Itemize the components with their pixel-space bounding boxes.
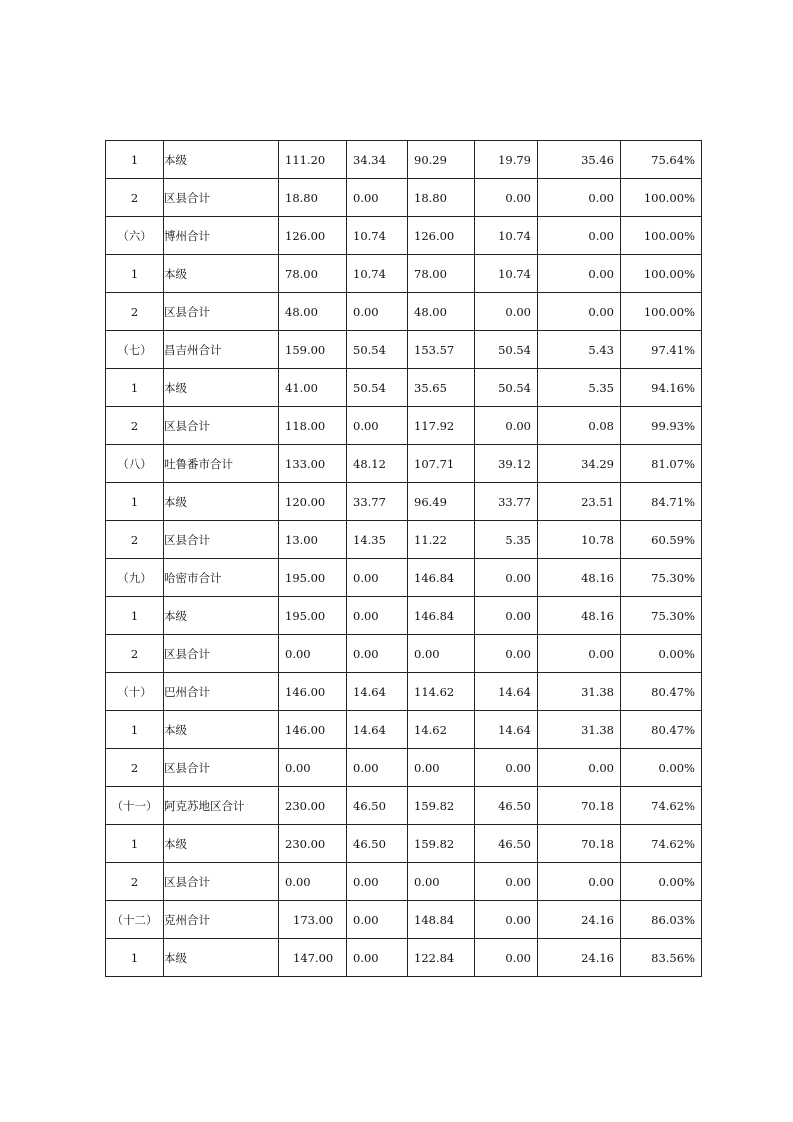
remaining-value-cell: 70.18 — [538, 825, 621, 863]
carryover-spent-cell: 0.00 — [475, 635, 538, 673]
carryover-spent-cell: 0.00 — [475, 293, 538, 331]
remaining-value-cell: 5.43 — [538, 331, 621, 369]
carryover-spent-cell: 19.79 — [475, 141, 538, 179]
spent-value-cell: 126.00 — [408, 217, 475, 255]
table-row — [106, 711, 702, 749]
execution-rate-cell: 83.56% — [621, 939, 702, 977]
execution-rate-cell: 97.41% — [621, 331, 702, 369]
carryover-value-cell: 50.54 — [347, 331, 408, 369]
row-index-cell: （八） — [106, 445, 164, 483]
execution-rate-cell: 94.16% — [621, 369, 702, 407]
item-name-cell: 区县合计 — [164, 293, 279, 331]
remaining-value-cell: 5.35 — [538, 369, 621, 407]
item-name-cell: 本级 — [164, 141, 279, 179]
spent-value-cell: 90.29 — [408, 141, 475, 179]
remaining-value-cell: 23.51 — [538, 483, 621, 521]
table-row — [106, 787, 702, 825]
carryover-spent-cell: 50.54 — [475, 369, 538, 407]
carryover-value-cell: 0.00 — [347, 559, 408, 597]
row-index-cell: 1 — [106, 141, 164, 179]
budget-value-cell: 120.00 — [279, 483, 347, 521]
spent-value-cell: 159.82 — [408, 787, 475, 825]
item-name-cell: 本级 — [164, 597, 279, 635]
budget-value-cell: 195.00 — [279, 559, 347, 597]
execution-rate-cell: 100.00% — [621, 179, 702, 217]
carryover-value-cell: 10.74 — [347, 255, 408, 293]
table-body — [106, 141, 702, 977]
row-index-cell: 2 — [106, 863, 164, 901]
row-index-cell: 1 — [106, 825, 164, 863]
remaining-value-cell: 0.00 — [538, 293, 621, 331]
spent-value-cell: 18.80 — [408, 179, 475, 217]
execution-rate-cell: 99.93% — [621, 407, 702, 445]
item-name-cell: 本级 — [164, 483, 279, 521]
row-index-cell: 2 — [106, 635, 164, 673]
carryover-value-cell: 14.64 — [347, 711, 408, 749]
spent-value-cell: 146.84 — [408, 597, 475, 635]
spent-value-cell: 14.62 — [408, 711, 475, 749]
carryover-value-cell: 0.00 — [347, 863, 408, 901]
item-name-cell: 哈密市合计 — [164, 559, 279, 597]
table-row — [106, 483, 702, 521]
table-row — [106, 445, 702, 483]
budget-value-cell: 146.00 — [279, 673, 347, 711]
carryover-value-cell: 48.12 — [347, 445, 408, 483]
row-index-cell: （十一） — [106, 787, 164, 825]
row-index-cell: 1 — [106, 255, 164, 293]
table-row — [106, 939, 702, 977]
table-row — [106, 407, 702, 445]
row-index-cell: （九） — [106, 559, 164, 597]
carryover-value-cell: 46.50 — [347, 825, 408, 863]
budget-value-cell: 0.00 — [279, 635, 347, 673]
item-name-cell: 本级 — [164, 369, 279, 407]
table-row — [106, 901, 702, 939]
remaining-value-cell: 0.00 — [538, 255, 621, 293]
table-row — [106, 749, 702, 787]
spent-value-cell: 146.84 — [408, 559, 475, 597]
budget-value-cell: 48.00 — [279, 293, 347, 331]
budget-table — [105, 140, 702, 977]
row-index-cell: （十二） — [106, 901, 164, 939]
execution-rate-cell: 74.62% — [621, 825, 702, 863]
remaining-value-cell: 0.00 — [538, 217, 621, 255]
remaining-value-cell: 31.38 — [538, 711, 621, 749]
remaining-value-cell: 35.46 — [538, 141, 621, 179]
item-name-cell: 区县合计 — [164, 863, 279, 901]
carryover-spent-cell: 0.00 — [475, 407, 538, 445]
carryover-value-cell: 0.00 — [347, 939, 408, 977]
row-index-cell: 2 — [106, 179, 164, 217]
row-index-cell: （六） — [106, 217, 164, 255]
execution-rate-cell: 86.03% — [621, 901, 702, 939]
budget-value-cell: 230.00 — [279, 825, 347, 863]
carryover-spent-cell: 33.77 — [475, 483, 538, 521]
budget-value-cell: 146.00 — [279, 711, 347, 749]
remaining-value-cell: 70.18 — [538, 787, 621, 825]
execution-rate-cell: 100.00% — [621, 255, 702, 293]
carryover-value-cell: 14.35 — [347, 521, 408, 559]
remaining-value-cell: 0.00 — [538, 749, 621, 787]
remaining-value-cell: 0.00 — [538, 635, 621, 673]
table-row — [106, 179, 702, 217]
budget-value-cell: 118.00 — [279, 407, 347, 445]
budget-value-cell: 0.00 — [279, 863, 347, 901]
remaining-value-cell: 48.16 — [538, 597, 621, 635]
item-name-cell: 本级 — [164, 255, 279, 293]
item-name-cell: 昌吉州合计 — [164, 331, 279, 369]
spent-value-cell: 78.00 — [408, 255, 475, 293]
budget-value-cell: 41.00 — [279, 369, 347, 407]
carryover-value-cell: 0.00 — [347, 901, 408, 939]
carryover-spent-cell: 46.50 — [475, 787, 538, 825]
carryover-spent-cell: 14.64 — [475, 711, 538, 749]
row-index-cell: 2 — [106, 521, 164, 559]
item-name-cell: 本级 — [164, 939, 279, 977]
spent-value-cell: 0.00 — [408, 635, 475, 673]
spent-value-cell: 153.57 — [408, 331, 475, 369]
table-row — [106, 217, 702, 255]
item-name-cell: 克州合计 — [164, 901, 279, 939]
remaining-value-cell: 0.00 — [538, 179, 621, 217]
carryover-spent-cell: 46.50 — [475, 825, 538, 863]
carryover-spent-cell: 10.74 — [475, 255, 538, 293]
table-row — [106, 293, 702, 331]
table-row — [106, 369, 702, 407]
row-index-cell: 1 — [106, 711, 164, 749]
table-row — [106, 635, 702, 673]
carryover-value-cell: 0.00 — [347, 179, 408, 217]
row-index-cell: 1 — [106, 483, 164, 521]
row-index-cell: （十） — [106, 673, 164, 711]
spent-value-cell: 117.92 — [408, 407, 475, 445]
table-row — [106, 521, 702, 559]
remaining-value-cell: 0.08 — [538, 407, 621, 445]
item-name-cell: 本级 — [164, 711, 279, 749]
remaining-value-cell: 34.29 — [538, 445, 621, 483]
row-index-cell: 2 — [106, 749, 164, 787]
carryover-spent-cell: 39.12 — [475, 445, 538, 483]
carryover-value-cell: 50.54 — [347, 369, 408, 407]
item-name-cell: 区县合计 — [164, 179, 279, 217]
budget-value-cell: 126.00 — [279, 217, 347, 255]
item-name-cell: 吐鲁番市合计 — [164, 445, 279, 483]
carryover-value-cell: 0.00 — [347, 635, 408, 673]
budget-value-cell: 195.00 — [279, 597, 347, 635]
table-row — [106, 673, 702, 711]
budget-value-cell: 0.00 — [279, 749, 347, 787]
carryover-value-cell: 34.34 — [347, 141, 408, 179]
table-row — [106, 141, 702, 179]
carryover-value-cell: 10.74 — [347, 217, 408, 255]
row-index-cell: 2 — [106, 407, 164, 445]
table-row — [106, 559, 702, 597]
spent-value-cell: 0.00 — [408, 863, 475, 901]
remaining-value-cell: 31.38 — [538, 673, 621, 711]
carryover-spent-cell: 0.00 — [475, 597, 538, 635]
execution-rate-cell: 75.30% — [621, 597, 702, 635]
carryover-value-cell: 0.00 — [347, 749, 408, 787]
budget-value-cell: 13.00 — [279, 521, 347, 559]
item-name-cell: 阿克苏地区合计 — [164, 787, 279, 825]
spent-value-cell: 107.71 — [408, 445, 475, 483]
budget-value-cell: 133.00 — [279, 445, 347, 483]
item-name-cell: 区县合计 — [164, 407, 279, 445]
spent-value-cell: 0.00 — [408, 749, 475, 787]
carryover-spent-cell: 14.64 — [475, 673, 538, 711]
carryover-spent-cell: 0.00 — [475, 559, 538, 597]
execution-rate-cell: 0.00% — [621, 749, 702, 787]
table-row — [106, 825, 702, 863]
execution-rate-cell: 75.64% — [621, 141, 702, 179]
spent-value-cell: 96.49 — [408, 483, 475, 521]
spent-value-cell: 35.65 — [408, 369, 475, 407]
execution-rate-cell: 84.71% — [621, 483, 702, 521]
execution-rate-cell: 80.47% — [621, 711, 702, 749]
row-index-cell: 2 — [106, 293, 164, 331]
carryover-spent-cell: 5.35 — [475, 521, 538, 559]
carryover-spent-cell: 0.00 — [475, 863, 538, 901]
item-name-cell: 区县合计 — [164, 635, 279, 673]
item-name-cell: 本级 — [164, 825, 279, 863]
item-name-cell: 区县合计 — [164, 749, 279, 787]
carryover-value-cell: 14.64 — [347, 673, 408, 711]
execution-rate-cell: 100.00% — [621, 217, 702, 255]
budget-value-cell: 159.00 — [279, 331, 347, 369]
row-index-cell: 1 — [106, 597, 164, 635]
carryover-spent-cell: 0.00 — [475, 901, 538, 939]
row-index-cell: 1 — [106, 939, 164, 977]
budget-value-cell: 173.00 — [279, 901, 347, 939]
execution-rate-cell: 0.00% — [621, 635, 702, 673]
spent-value-cell: 159.82 — [408, 825, 475, 863]
carryover-spent-cell: 0.00 — [475, 749, 538, 787]
carryover-value-cell: 0.00 — [347, 597, 408, 635]
carryover-value-cell: 0.00 — [347, 407, 408, 445]
spent-value-cell: 48.00 — [408, 293, 475, 331]
spent-value-cell: 11.22 — [408, 521, 475, 559]
carryover-spent-cell: 50.54 — [475, 331, 538, 369]
spent-value-cell: 148.84 — [408, 901, 475, 939]
item-name-cell: 巴州合计 — [164, 673, 279, 711]
execution-rate-cell: 80.47% — [621, 673, 702, 711]
spent-value-cell: 114.62 — [408, 673, 475, 711]
carryover-spent-cell: 0.00 — [475, 179, 538, 217]
remaining-value-cell: 48.16 — [538, 559, 621, 597]
carryover-spent-cell: 0.00 — [475, 939, 538, 977]
remaining-value-cell: 0.00 — [538, 863, 621, 901]
execution-rate-cell: 81.07% — [621, 445, 702, 483]
carryover-value-cell: 0.00 — [347, 293, 408, 331]
carryover-value-cell: 33.77 — [347, 483, 408, 521]
budget-value-cell: 78.00 — [279, 255, 347, 293]
table-row — [106, 863, 702, 901]
execution-rate-cell: 75.30% — [621, 559, 702, 597]
row-index-cell: 1 — [106, 369, 164, 407]
spent-value-cell: 122.84 — [408, 939, 475, 977]
remaining-value-cell: 10.78 — [538, 521, 621, 559]
table-row — [106, 597, 702, 635]
budget-value-cell: 147.00 — [279, 939, 347, 977]
execution-rate-cell: 100.00% — [621, 293, 702, 331]
carryover-value-cell: 46.50 — [347, 787, 408, 825]
budget-value-cell: 111.20 — [279, 141, 347, 179]
budget-value-cell: 18.80 — [279, 179, 347, 217]
table-row — [106, 255, 702, 293]
carryover-spent-cell: 10.74 — [475, 217, 538, 255]
execution-rate-cell: 60.59% — [621, 521, 702, 559]
execution-rate-cell: 0.00% — [621, 863, 702, 901]
row-index-cell: （七） — [106, 331, 164, 369]
remaining-value-cell: 24.16 — [538, 939, 621, 977]
item-name-cell: 博州合计 — [164, 217, 279, 255]
execution-rate-cell: 74.62% — [621, 787, 702, 825]
remaining-value-cell: 24.16 — [538, 901, 621, 939]
item-name-cell: 区县合计 — [164, 521, 279, 559]
budget-value-cell: 230.00 — [279, 787, 347, 825]
table-row — [106, 331, 702, 369]
